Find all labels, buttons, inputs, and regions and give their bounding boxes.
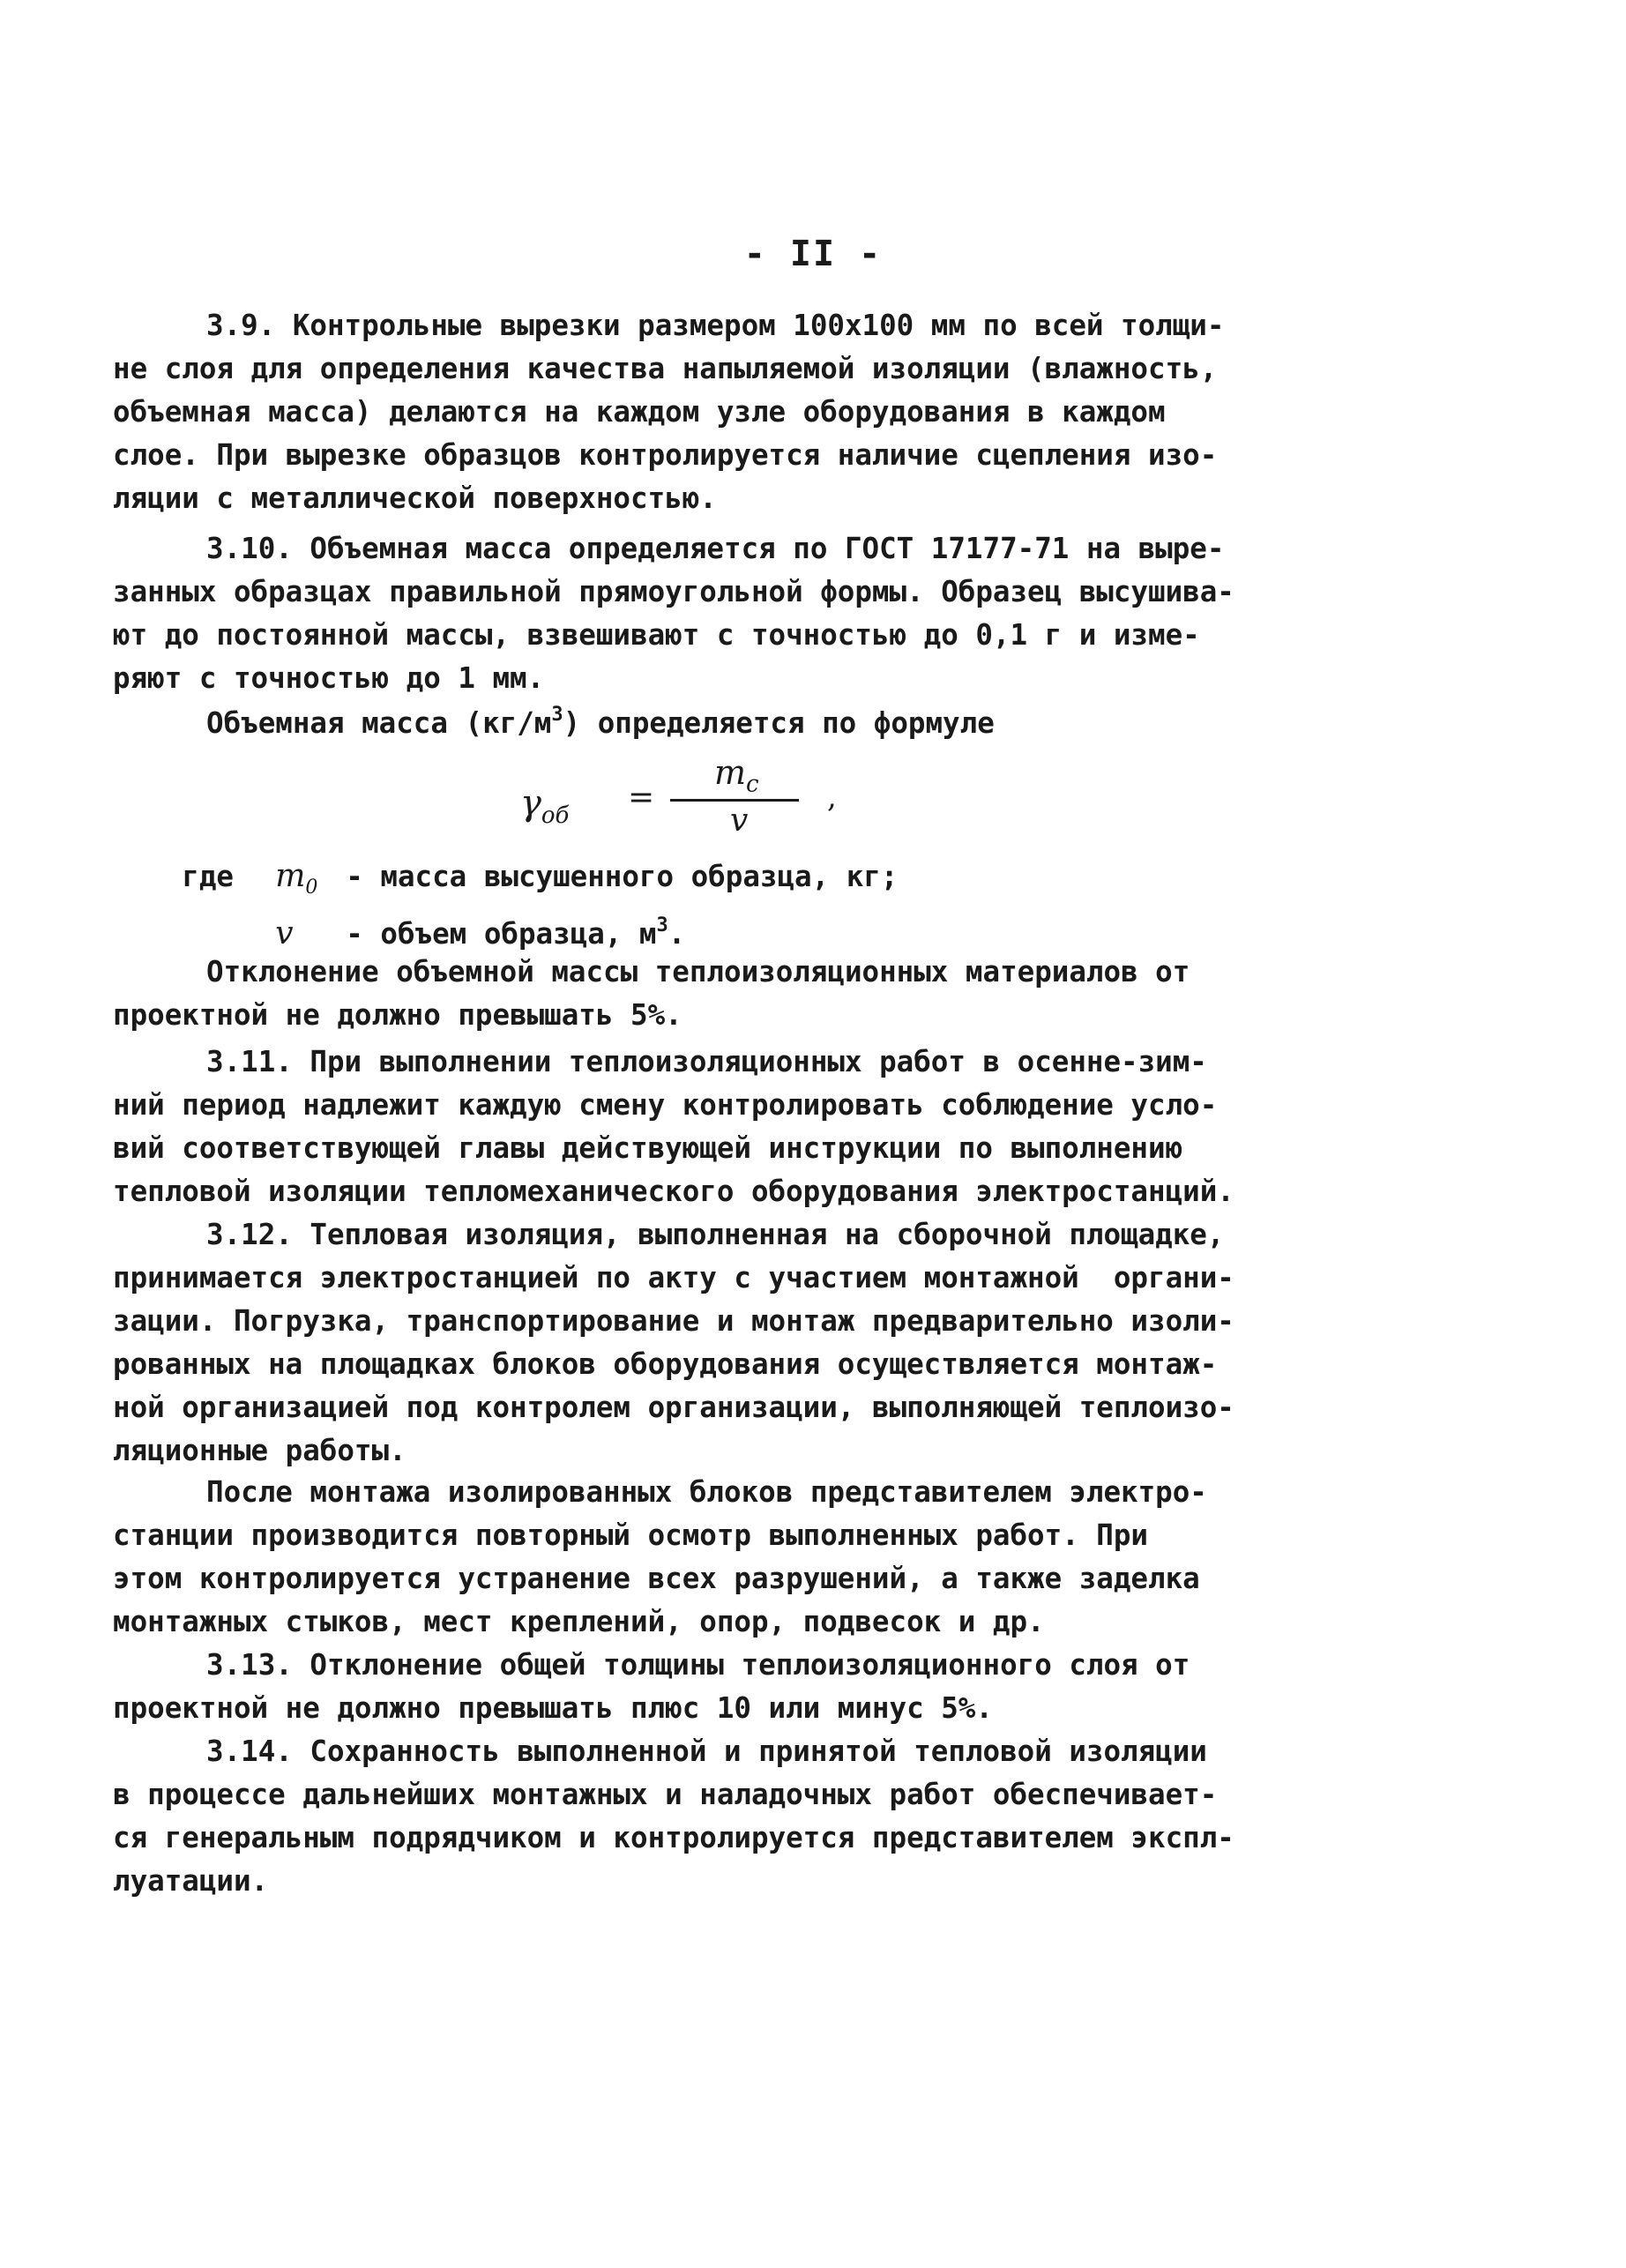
paragraph-after-mounting: [113, 1471, 1259, 1644]
text-line: ся генеральным подрядчиком и контролируется представителем экспл-: [113, 1821, 1234, 1854]
text-line: ной организацией под контролем организации, выполняющей теплоизо-: [113, 1391, 1234, 1424]
formula-intro-sup: 3: [551, 704, 563, 726]
legend-description: - масса высушенного образца, кг;: [346, 860, 899, 893]
text-line: ляционные работы.: [113, 1434, 406, 1467]
legend-description-sup: 3: [656, 914, 668, 936]
text-line: 3.10. Объемная масса определяется по ГОСТ 17177-71 на выре-: [206, 532, 1225, 565]
text-line: в процессе дальнейших монтажных и наладочных работ обеспечивает-: [113, 1778, 1218, 1811]
formula-intro-suffix: ) определяется по формуле: [563, 706, 995, 740]
text-line: слое. При вырезке образцов контролируется наличие сцепления изо-: [113, 438, 1218, 472]
text-line: 3.14. Сохранность выполненной и принятой тепловой изоляции: [206, 1735, 1207, 1768]
text-line: ляции с металлической поверхностью.: [113, 481, 717, 515]
legend-where: где: [182, 860, 234, 893]
page-number: - II -: [743, 234, 883, 274]
text-line: рованных на площадках блоков оборудования осуществляется монтаж-: [113, 1347, 1218, 1381]
legend-symbol-letter: m: [275, 858, 306, 894]
formula-intro-prefix: Объемная масса (кг/м: [206, 706, 552, 740]
text-line: Отклонение объемной массы теплоизоляционных материалов от: [206, 955, 1190, 989]
text-line: луатации.: [113, 1864, 269, 1898]
formula-denominator: v: [730, 802, 749, 839]
legend-symbol: [275, 915, 346, 951]
paragraph-3-13: [113, 1644, 1259, 1730]
text-line: принимается электростанцией по акту с участием монтажной органи-: [113, 1261, 1234, 1294]
text-line: станции производится повторный осмотр выполненных работ. При: [113, 1518, 1148, 1552]
formula-intro: [113, 702, 1259, 745]
formula-lhs-subscript: об: [541, 802, 570, 829]
paragraph-3-11: [113, 1041, 1259, 1213]
text-line: 3.12. Тепловая изоляция, выполненная на сборочной площадке,: [206, 1218, 1225, 1251]
formula-num-subscript: c: [746, 771, 759, 798]
text-line: ний период надлежит каждую смену контролировать соблюдение усло-: [113, 1088, 1218, 1122]
paragraph-3-14: [113, 1730, 1259, 1903]
text-line: ют до постоянной массы, взвешивают с точностью до 0,1 г и изме-: [113, 618, 1200, 652]
formula-numerator: [714, 753, 759, 798]
text-line: 3.11. При выполнении теплоизоляционных работ в осенне-зим-: [206, 1045, 1207, 1078]
fraction-bar: [670, 799, 799, 802]
paragraph-3-10: [113, 527, 1259, 700]
text-line: занных образцах правильной прямоугольной формы. Образец высушива-: [113, 575, 1234, 608]
text-line: 3.13. Отклонение общей толщины теплоизоляционного слоя от: [206, 1648, 1190, 1682]
formula-intro-line: [113, 702, 1259, 745]
text-line: вий соответствующей главы действующей инструкции по выполнению: [113, 1131, 1183, 1165]
legend-end: .: [668, 917, 686, 951]
text-line: ряют с точностью до 1 мм.: [113, 661, 545, 695]
text-line: 3.9. Контрольные вырезки размером 100х100 мм по всей толщи-: [206, 309, 1225, 342]
text-line: этом контролируется устранение всех разрушений, а также заделка: [113, 1562, 1200, 1595]
legend-description: - объем образца, м: [346, 917, 657, 951]
text-line: проектной не должно превышать 5%.: [113, 998, 682, 1032]
text-line: объемная масса) делаются на каждом узле оборудования в каждом: [113, 395, 1166, 429]
text-line: тепловой изоляции тепломеханического оборудования электростанций.: [113, 1175, 1234, 1208]
formula-comma: ,: [827, 780, 837, 815]
formula-lhs-symbol: γ: [520, 783, 541, 824]
formula-equals: =: [628, 780, 655, 816]
text-line: зации. Погрузка, транспортирование и монтаж предварительно изоли-: [113, 1304, 1234, 1338]
formula-num-symbol: m: [714, 753, 747, 792]
paragraph-3-12: [113, 1213, 1259, 1473]
legend-symbol-subscript: 0: [305, 877, 318, 899]
text-line: монтажных стыков, мест креплений, опор, подвесок и др.: [113, 1605, 1045, 1638]
text-line: не слоя для определения качества напыляемой изоляции (влажность,: [113, 352, 1218, 385]
legend-symbol-letter: v: [275, 915, 294, 951]
formula-lhs: [520, 783, 569, 829]
paragraph-density-deviation: [113, 951, 1259, 1037]
paragraph-3-9: [113, 304, 1259, 520]
text-line: После монтажа изолированных блоков представителем электро-: [206, 1475, 1207, 1509]
text-line: проектной не должно превышать плюс 10 или минус 5%.: [113, 1691, 993, 1725]
